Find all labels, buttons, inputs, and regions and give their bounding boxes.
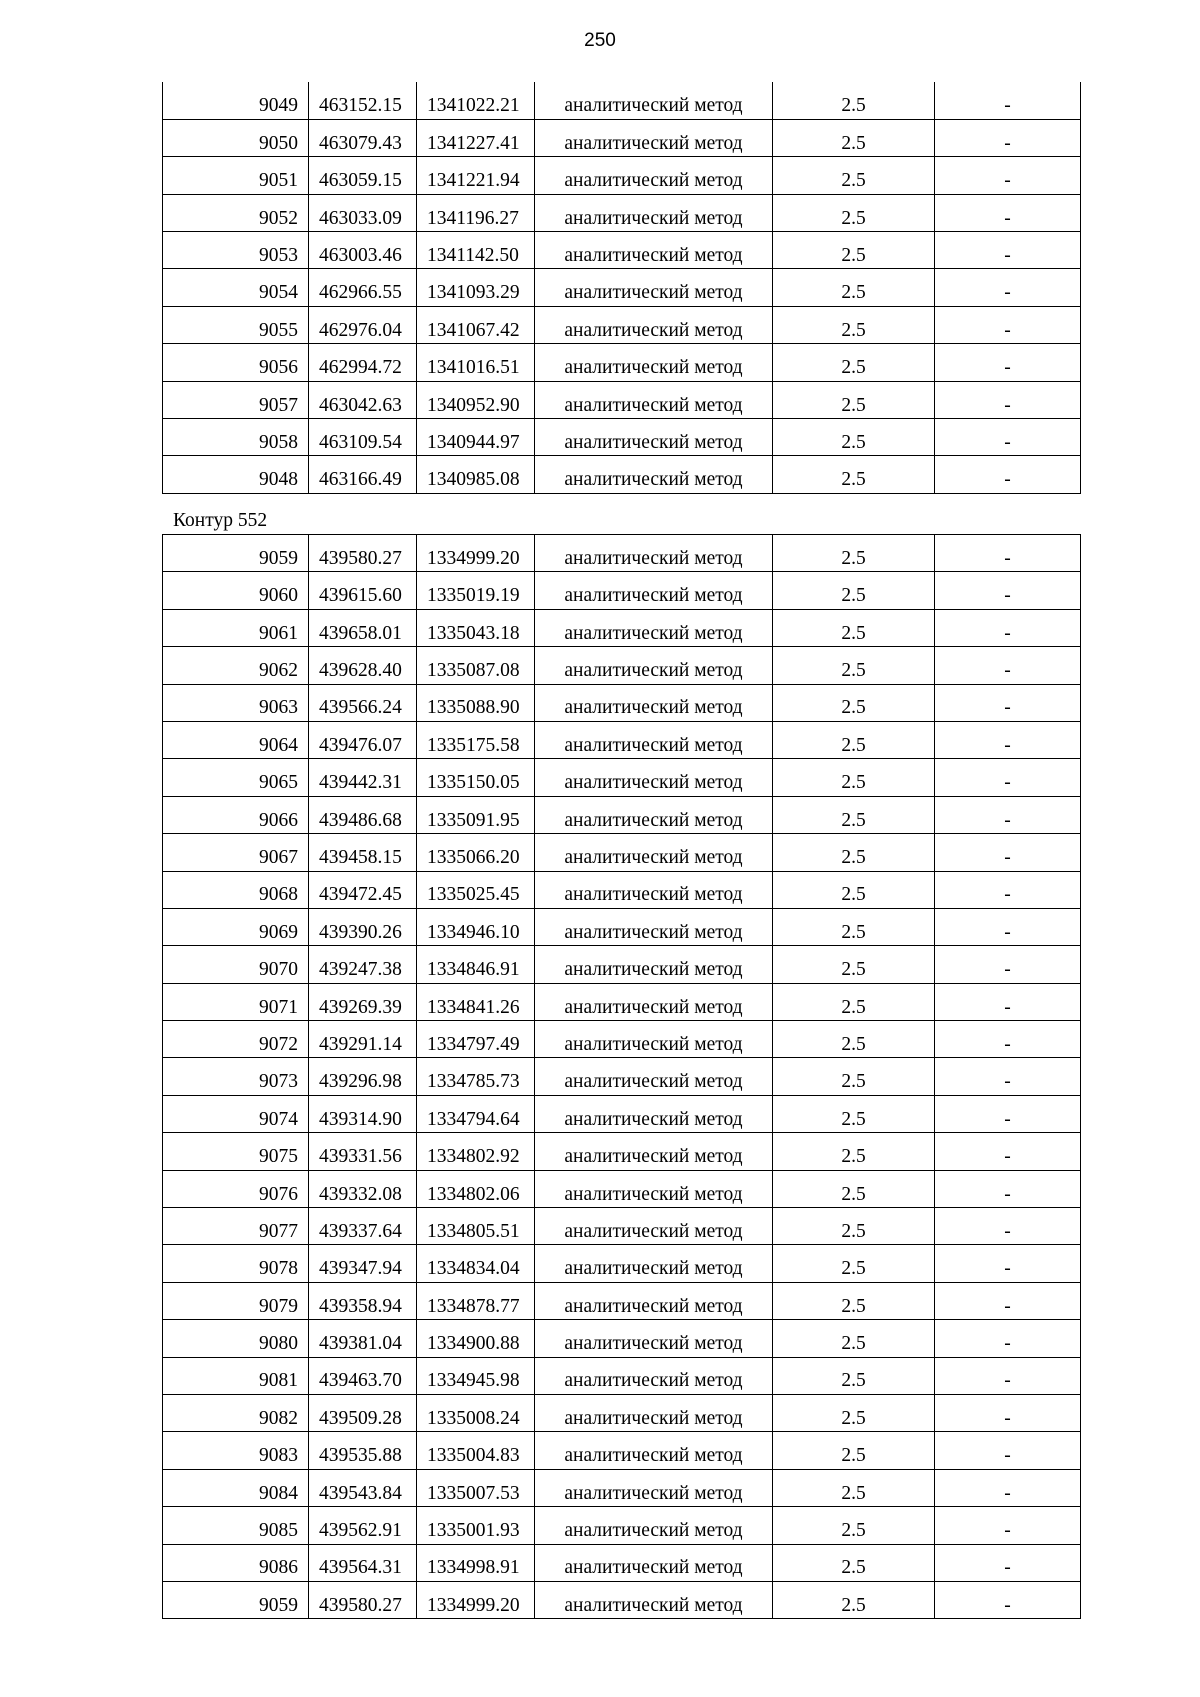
- note-cell: -: [935, 1245, 1081, 1282]
- coord-x-cell: 439314.90: [309, 1095, 417, 1132]
- note-cell: -: [935, 1581, 1081, 1618]
- method-cell: аналитический метод: [535, 344, 773, 381]
- method-cell: аналитический метод: [535, 834, 773, 871]
- point-number-cell: 9058: [163, 419, 309, 456]
- point-number-cell: 9084: [163, 1469, 309, 1506]
- coord-x-cell: 439442.31: [309, 759, 417, 796]
- method-cell: аналитический метод: [535, 1021, 773, 1058]
- method-cell: аналитический метод: [535, 1469, 773, 1506]
- coord-y-cell: 1334805.51: [417, 1208, 535, 1245]
- point-number-cell: 9068: [163, 871, 309, 908]
- coord-y-cell: 1334945.98: [417, 1357, 535, 1394]
- method-cell: аналитический метод: [535, 306, 773, 343]
- method-cell: аналитический метод: [535, 983, 773, 1020]
- note-cell: -: [935, 1208, 1081, 1245]
- accuracy-cell: 2.5: [773, 419, 935, 456]
- accuracy-cell: 2.5: [773, 1469, 935, 1506]
- note-cell: -: [935, 1282, 1081, 1319]
- coord-x-cell: 463042.63: [309, 381, 417, 418]
- method-cell: аналитический метод: [535, 194, 773, 231]
- coord-x-cell: 463059.15: [309, 157, 417, 194]
- point-number-cell: 9054: [163, 269, 309, 306]
- note-cell: -: [935, 344, 1081, 381]
- accuracy-cell: 2.5: [773, 157, 935, 194]
- coord-y-cell: 1335150.05: [417, 759, 535, 796]
- point-number-cell: 9059: [163, 535, 309, 572]
- point-number-cell: 9083: [163, 1432, 309, 1469]
- point-number-cell: 9085: [163, 1507, 309, 1544]
- method-cell: аналитический метод: [535, 1320, 773, 1357]
- coord-x-cell: 439509.28: [309, 1394, 417, 1431]
- note-cell: -: [935, 1320, 1081, 1357]
- coord-y-cell: 1334794.64: [417, 1095, 535, 1132]
- table-row: [163, 908, 1081, 945]
- point-number-cell: 9052: [163, 194, 309, 231]
- method-cell: аналитический метод: [535, 1058, 773, 1095]
- method-cell: аналитический метод: [535, 82, 773, 119]
- coord-x-cell: 439628.40: [309, 647, 417, 684]
- coord-y-cell: 1334841.26: [417, 983, 535, 1020]
- note-cell: -: [935, 1021, 1081, 1058]
- point-number-cell: 9081: [163, 1357, 309, 1394]
- accuracy-cell: 2.5: [773, 946, 935, 983]
- table-row: [163, 1095, 1081, 1132]
- coord-y-cell: 1335004.83: [417, 1432, 535, 1469]
- coord-x-cell: 439463.70: [309, 1357, 417, 1394]
- note-cell: -: [935, 419, 1081, 456]
- method-cell: аналитический метод: [535, 1133, 773, 1170]
- table-row: [163, 1170, 1081, 1207]
- accuracy-cell: 2.5: [773, 344, 935, 381]
- method-cell: аналитический метод: [535, 1357, 773, 1394]
- table-row: [163, 1282, 1081, 1319]
- table-row: [163, 119, 1081, 156]
- point-number-cell: 9049: [163, 82, 309, 119]
- coord-y-cell: 1334878.77: [417, 1282, 535, 1319]
- coord-y-cell: 1335019.19: [417, 572, 535, 609]
- note-cell: -: [935, 82, 1081, 119]
- method-cell: аналитический метод: [535, 157, 773, 194]
- note-cell: -: [935, 647, 1081, 684]
- table-row: [163, 1544, 1081, 1581]
- table-row: [163, 1469, 1081, 1506]
- coord-x-cell: 463109.54: [309, 419, 417, 456]
- table-row: [163, 1394, 1081, 1431]
- accuracy-cell: 2.5: [773, 535, 935, 572]
- point-number-cell: 9053: [163, 232, 309, 269]
- point-number-cell: 9061: [163, 609, 309, 646]
- accuracy-cell: 2.5: [773, 1170, 935, 1207]
- accuracy-cell: 2.5: [773, 1581, 935, 1618]
- table-row: [163, 1320, 1081, 1357]
- point-number-cell: 9082: [163, 1394, 309, 1431]
- accuracy-cell: 2.5: [773, 1058, 935, 1095]
- point-number-cell: 9048: [163, 456, 309, 493]
- coord-x-cell: 439543.84: [309, 1469, 417, 1506]
- coord-y-cell: 1334999.20: [417, 535, 535, 572]
- method-cell: аналитический метод: [535, 908, 773, 945]
- method-cell: аналитический метод: [535, 1170, 773, 1207]
- accuracy-cell: 2.5: [773, 1544, 935, 1581]
- table-row: [163, 684, 1081, 721]
- method-cell: аналитический метод: [535, 721, 773, 758]
- method-cell: аналитический метод: [535, 1282, 773, 1319]
- method-cell: аналитический метод: [535, 1095, 773, 1132]
- coord-x-cell: 439658.01: [309, 609, 417, 646]
- note-cell: -: [935, 721, 1081, 758]
- method-cell: аналитический метод: [535, 946, 773, 983]
- coord-y-cell: 1334797.49: [417, 1021, 535, 1058]
- accuracy-cell: 2.5: [773, 759, 935, 796]
- accuracy-cell: 2.5: [773, 82, 935, 119]
- note-cell: -: [935, 535, 1081, 572]
- contour-label: Контур 552: [173, 510, 268, 531]
- coord-y-cell: 1334900.88: [417, 1320, 535, 1357]
- coord-y-cell: 1335175.58: [417, 721, 535, 758]
- coord-x-cell: 439580.27: [309, 1581, 417, 1618]
- note-cell: -: [935, 1507, 1081, 1544]
- note-cell: -: [935, 908, 1081, 945]
- point-number-cell: 9066: [163, 796, 309, 833]
- point-number-cell: 9073: [163, 1058, 309, 1095]
- note-cell: -: [935, 1432, 1081, 1469]
- method-cell: аналитический метод: [535, 1245, 773, 1282]
- accuracy-cell: 2.5: [773, 1208, 935, 1245]
- method-cell: аналитический метод: [535, 609, 773, 646]
- point-number-cell: 9074: [163, 1095, 309, 1132]
- coord-x-cell: 439476.07: [309, 721, 417, 758]
- coordinates-table-top: [162, 82, 1081, 494]
- table-row: [163, 1507, 1081, 1544]
- accuracy-cell: 2.5: [773, 647, 935, 684]
- method-cell: аналитический метод: [535, 572, 773, 609]
- point-number-cell: 9071: [163, 983, 309, 1020]
- coord-x-cell: 439269.39: [309, 983, 417, 1020]
- note-cell: -: [935, 1058, 1081, 1095]
- table-row: [163, 1357, 1081, 1394]
- point-number-cell: 9059: [163, 1581, 309, 1618]
- coord-x-cell: 439535.88: [309, 1432, 417, 1469]
- coordinates-table-contour: [162, 534, 1081, 1619]
- point-number-cell: 9050: [163, 119, 309, 156]
- coord-x-cell: 439332.08: [309, 1170, 417, 1207]
- table-row: [163, 1432, 1081, 1469]
- method-cell: аналитический метод: [535, 232, 773, 269]
- note-cell: -: [935, 609, 1081, 646]
- point-number-cell: 9051: [163, 157, 309, 194]
- note-cell: -: [935, 1394, 1081, 1431]
- coord-y-cell: 1334946.10: [417, 908, 535, 945]
- coord-y-cell: 1334999.20: [417, 1581, 535, 1618]
- table-row: [163, 1058, 1081, 1095]
- note-cell: -: [935, 306, 1081, 343]
- note-cell: -: [935, 157, 1081, 194]
- point-number-cell: 9070: [163, 946, 309, 983]
- coord-x-cell: 439580.27: [309, 535, 417, 572]
- note-cell: -: [935, 759, 1081, 796]
- table-row: [163, 983, 1081, 1020]
- accuracy-cell: 2.5: [773, 1282, 935, 1319]
- note-cell: -: [935, 381, 1081, 418]
- coord-y-cell: 1335008.24: [417, 1394, 535, 1431]
- method-cell: аналитический метод: [535, 269, 773, 306]
- accuracy-cell: 2.5: [773, 1432, 935, 1469]
- note-cell: -: [935, 1170, 1081, 1207]
- coord-y-cell: 1335091.95: [417, 796, 535, 833]
- coord-x-cell: 439247.38: [309, 946, 417, 983]
- table-row: [163, 834, 1081, 871]
- note-cell: -: [935, 456, 1081, 493]
- point-number-cell: 9078: [163, 1245, 309, 1282]
- coord-x-cell: 439381.04: [309, 1320, 417, 1357]
- table-row: [163, 194, 1081, 231]
- coord-x-cell: 439562.91: [309, 1507, 417, 1544]
- point-number-cell: 9064: [163, 721, 309, 758]
- coord-x-cell: 439358.94: [309, 1282, 417, 1319]
- coord-y-cell: 1341093.29: [417, 269, 535, 306]
- note-cell: -: [935, 1133, 1081, 1170]
- page-number: 250: [584, 30, 616, 51]
- coord-y-cell: 1334785.73: [417, 1058, 535, 1095]
- accuracy-cell: 2.5: [773, 721, 935, 758]
- accuracy-cell: 2.5: [773, 908, 935, 945]
- point-number-cell: 9076: [163, 1170, 309, 1207]
- coord-y-cell: 1334998.91: [417, 1544, 535, 1581]
- accuracy-cell: 2.5: [773, 1507, 935, 1544]
- accuracy-cell: 2.5: [773, 796, 935, 833]
- accuracy-cell: 2.5: [773, 1245, 935, 1282]
- method-cell: аналитический метод: [535, 456, 773, 493]
- table-row: [163, 759, 1081, 796]
- coord-x-cell: 439331.56: [309, 1133, 417, 1170]
- method-cell: аналитический метод: [535, 871, 773, 908]
- accuracy-cell: 2.5: [773, 1021, 935, 1058]
- point-number-cell: 9063: [163, 684, 309, 721]
- coord-x-cell: 439390.26: [309, 908, 417, 945]
- accuracy-cell: 2.5: [773, 1394, 935, 1431]
- table-row: [163, 1208, 1081, 1245]
- coord-y-cell: 1340985.08: [417, 456, 535, 493]
- point-number-cell: 9065: [163, 759, 309, 796]
- accuracy-cell: 2.5: [773, 1357, 935, 1394]
- accuracy-cell: 2.5: [773, 609, 935, 646]
- note-cell: -: [935, 684, 1081, 721]
- point-number-cell: 9072: [163, 1021, 309, 1058]
- coord-y-cell: 1341227.41: [417, 119, 535, 156]
- coord-x-cell: 463152.15: [309, 82, 417, 119]
- method-cell: аналитический метод: [535, 1507, 773, 1544]
- table-row: [163, 946, 1081, 983]
- coord-y-cell: 1334846.91: [417, 946, 535, 983]
- note-cell: -: [935, 232, 1081, 269]
- accuracy-cell: 2.5: [773, 306, 935, 343]
- coord-x-cell: 439486.68: [309, 796, 417, 833]
- table-row: [163, 344, 1081, 381]
- method-cell: аналитический метод: [535, 796, 773, 833]
- coord-y-cell: 1341016.51: [417, 344, 535, 381]
- point-number-cell: 9075: [163, 1133, 309, 1170]
- coord-y-cell: 1340952.90: [417, 381, 535, 418]
- coord-y-cell: 1341196.27: [417, 194, 535, 231]
- note-cell: -: [935, 946, 1081, 983]
- coord-x-cell: 439347.94: [309, 1245, 417, 1282]
- accuracy-cell: 2.5: [773, 232, 935, 269]
- method-cell: аналитический метод: [535, 759, 773, 796]
- accuracy-cell: 2.5: [773, 194, 935, 231]
- coord-y-cell: 1335007.53: [417, 1469, 535, 1506]
- table-row: [163, 306, 1081, 343]
- table-row: [163, 871, 1081, 908]
- note-cell: -: [935, 983, 1081, 1020]
- table-row: [163, 232, 1081, 269]
- table-row: [163, 1245, 1081, 1282]
- accuracy-cell: 2.5: [773, 119, 935, 156]
- accuracy-cell: 2.5: [773, 381, 935, 418]
- point-number-cell: 9080: [163, 1320, 309, 1357]
- accuracy-cell: 2.5: [773, 269, 935, 306]
- coord-y-cell: 1341022.21: [417, 82, 535, 119]
- accuracy-cell: 2.5: [773, 1095, 935, 1132]
- method-cell: аналитический метод: [535, 1581, 773, 1618]
- note-cell: -: [935, 796, 1081, 833]
- method-cell: аналитический метод: [535, 1432, 773, 1469]
- point-number-cell: 9067: [163, 834, 309, 871]
- accuracy-cell: 2.5: [773, 572, 935, 609]
- point-number-cell: 9055: [163, 306, 309, 343]
- coord-y-cell: 1341221.94: [417, 157, 535, 194]
- method-cell: аналитический метод: [535, 647, 773, 684]
- coord-x-cell: 463033.09: [309, 194, 417, 231]
- method-cell: аналитический метод: [535, 119, 773, 156]
- coord-x-cell: 439458.15: [309, 834, 417, 871]
- table-row: [163, 572, 1081, 609]
- coord-x-cell: 439615.60: [309, 572, 417, 609]
- accuracy-cell: 2.5: [773, 456, 935, 493]
- point-number-cell: 9056: [163, 344, 309, 381]
- point-number-cell: 9077: [163, 1208, 309, 1245]
- table-row: [163, 82, 1081, 119]
- note-cell: -: [935, 572, 1081, 609]
- note-cell: -: [935, 1357, 1081, 1394]
- coord-y-cell: 1334834.04: [417, 1245, 535, 1282]
- coord-y-cell: 1334802.92: [417, 1133, 535, 1170]
- point-number-cell: 9057: [163, 381, 309, 418]
- method-cell: аналитический метод: [535, 1394, 773, 1431]
- table-row: [163, 381, 1081, 418]
- table-row: [163, 796, 1081, 833]
- table-row: [163, 1581, 1081, 1618]
- note-cell: -: [935, 194, 1081, 231]
- note-cell: -: [935, 1469, 1081, 1506]
- coord-x-cell: 439291.14: [309, 1021, 417, 1058]
- coord-y-cell: 1335066.20: [417, 834, 535, 871]
- point-number-cell: 9062: [163, 647, 309, 684]
- accuracy-cell: 2.5: [773, 983, 935, 1020]
- table-row: [163, 419, 1081, 456]
- coord-y-cell: 1335001.93: [417, 1507, 535, 1544]
- method-cell: аналитический метод: [535, 535, 773, 572]
- coord-x-cell: 463166.49: [309, 456, 417, 493]
- method-cell: аналитический метод: [535, 1544, 773, 1581]
- table-row: [163, 721, 1081, 758]
- note-cell: -: [935, 871, 1081, 908]
- coord-y-cell: 1335025.45: [417, 871, 535, 908]
- coord-x-cell: 463079.43: [309, 119, 417, 156]
- coord-x-cell: 462976.04: [309, 306, 417, 343]
- method-cell: аналитический метод: [535, 684, 773, 721]
- table-row: [163, 609, 1081, 646]
- coord-y-cell: 1334802.06: [417, 1170, 535, 1207]
- coord-x-cell: 439337.64: [309, 1208, 417, 1245]
- accuracy-cell: 2.5: [773, 1133, 935, 1170]
- table-row: [163, 157, 1081, 194]
- table-row: [163, 269, 1081, 306]
- note-cell: -: [935, 834, 1081, 871]
- coord-x-cell: 462966.55: [309, 269, 417, 306]
- coord-x-cell: 463003.46: [309, 232, 417, 269]
- method-cell: аналитический метод: [535, 419, 773, 456]
- coord-x-cell: 439566.24: [309, 684, 417, 721]
- table-row: [163, 456, 1081, 493]
- accuracy-cell: 2.5: [773, 871, 935, 908]
- note-cell: -: [935, 269, 1081, 306]
- note-cell: -: [935, 1544, 1081, 1581]
- accuracy-cell: 2.5: [773, 834, 935, 871]
- coord-y-cell: 1340944.97: [417, 419, 535, 456]
- coord-x-cell: 462994.72: [309, 344, 417, 381]
- method-cell: аналитический метод: [535, 381, 773, 418]
- accuracy-cell: 2.5: [773, 1320, 935, 1357]
- table-row: [163, 535, 1081, 572]
- point-number-cell: 9069: [163, 908, 309, 945]
- point-number-cell: 9060: [163, 572, 309, 609]
- coord-x-cell: 439564.31: [309, 1544, 417, 1581]
- note-cell: -: [935, 1095, 1081, 1132]
- point-number-cell: 9086: [163, 1544, 309, 1581]
- coord-y-cell: 1335088.90: [417, 684, 535, 721]
- coord-y-cell: 1335043.18: [417, 609, 535, 646]
- point-number-cell: 9079: [163, 1282, 309, 1319]
- table-row: [163, 1133, 1081, 1170]
- coord-x-cell: 439296.98: [309, 1058, 417, 1095]
- note-cell: -: [935, 119, 1081, 156]
- table-row: [163, 647, 1081, 684]
- coord-x-cell: 439472.45: [309, 871, 417, 908]
- coord-y-cell: 1341067.42: [417, 306, 535, 343]
- coord-y-cell: 1341142.50: [417, 232, 535, 269]
- coord-y-cell: 1335087.08: [417, 647, 535, 684]
- table-row: [163, 1021, 1081, 1058]
- method-cell: аналитический метод: [535, 1208, 773, 1245]
- accuracy-cell: 2.5: [773, 684, 935, 721]
